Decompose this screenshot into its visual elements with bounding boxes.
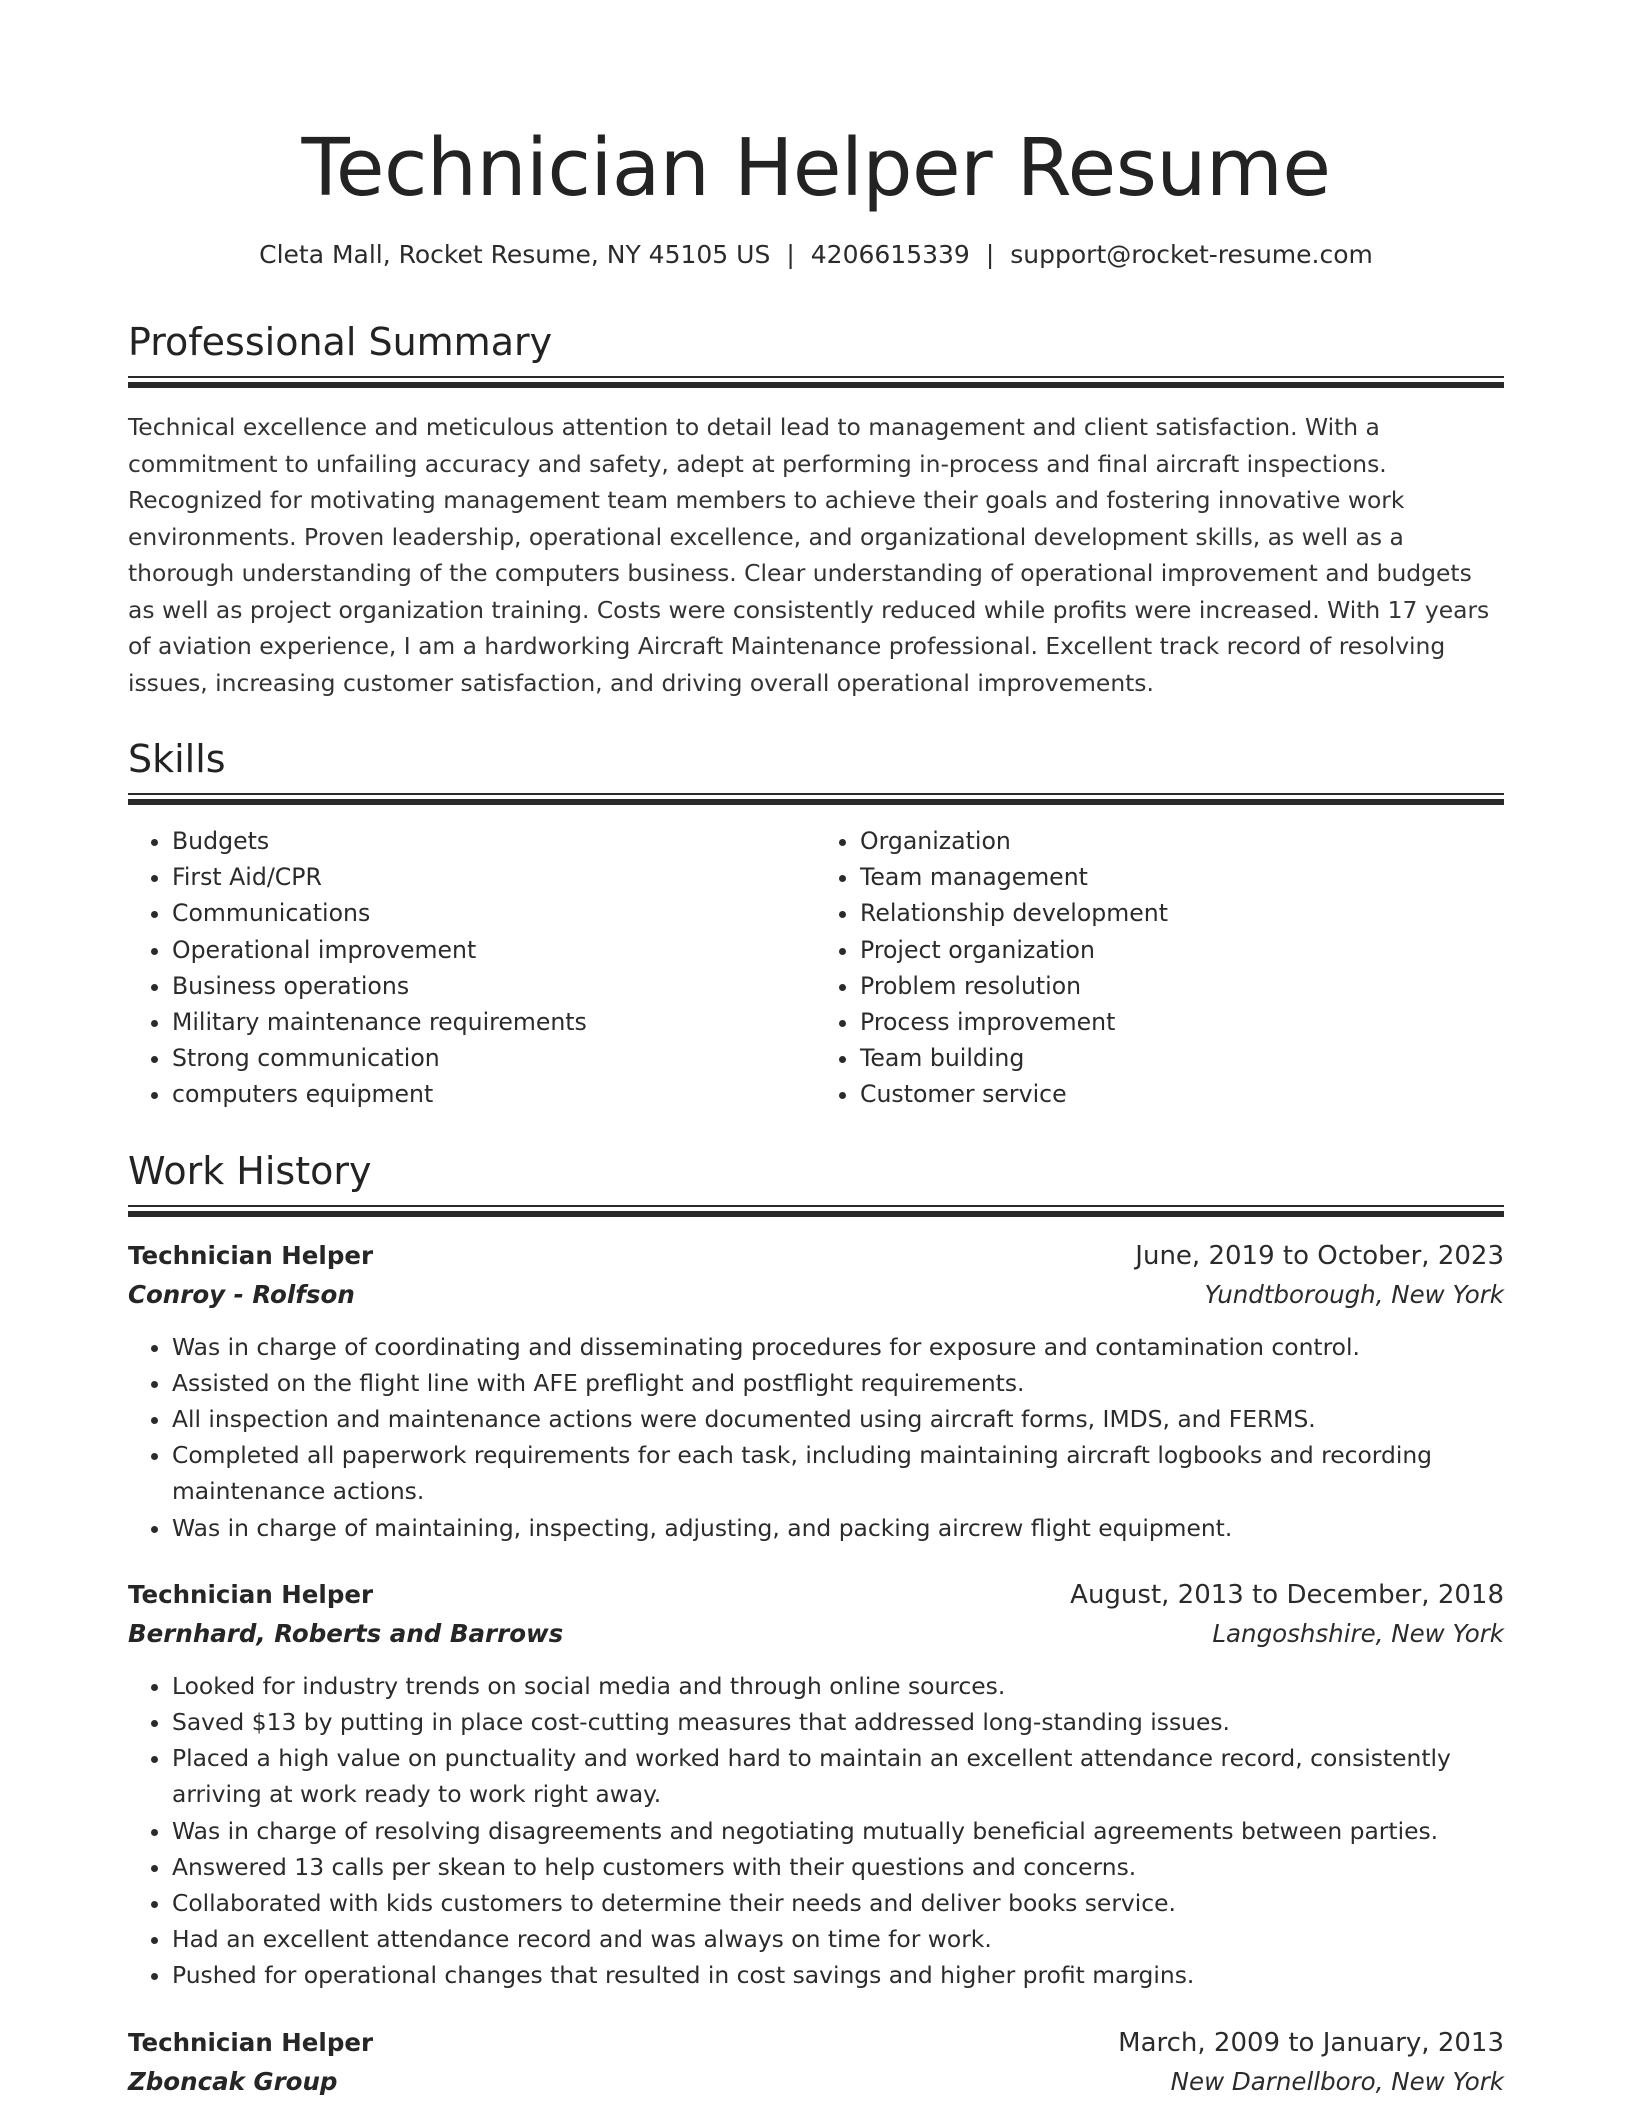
skill-item: • Project organization — [860, 932, 1504, 968]
job-header — [128, 2024, 1504, 2062]
resume-title: Technician Helper Resume — [301, 122, 1331, 214]
skills-section — [128, 733, 1504, 1113]
job-dates: March, 2009 to January, 2013 — [1118, 2027, 1504, 2058]
job-entry — [128, 1237, 1504, 1546]
contact-email: support@rocket-resume.com — [1010, 240, 1373, 269]
job-bullet: • Completed all paperwork requirements for each task, including maintaining aircraft logbooks and recording maintenance actions. — [172, 1437, 1504, 1509]
job-bullet: • Looked for industry trends on social media and through online sources. — [172, 1668, 1504, 1704]
section-heading-summary: Professional Summary — [128, 320, 553, 364]
skill-item: • Strong communication — [172, 1040, 816, 1076]
skills-list-left — [128, 823, 816, 1113]
skill-item: • Military maintenance requirements — [172, 1004, 816, 1040]
skill-item: • Problem resolution — [860, 968, 1504, 1004]
job-entry — [128, 1576, 1504, 1994]
skill-item: • Business operations — [172, 968, 816, 1004]
skill-item: • Team management — [860, 859, 1504, 895]
job-bullet: • Pushed for operational changes that resulted in cost savings and higher profit margins. — [172, 1957, 1504, 1993]
skill-item: • computers equipment — [172, 1076, 816, 1112]
contact-phone: 4206615339 — [810, 240, 970, 269]
section-heading-skills: Skills — [128, 737, 226, 781]
contact-separator: | — [985, 240, 995, 269]
skill-item: • Customer service — [860, 1076, 1504, 1112]
job-subheader — [128, 1614, 1504, 1654]
job-bullet: • Was in charge of resolving disagreements and negotiating mutually beneficial agreements between parties. — [172, 1813, 1504, 1849]
job-dates: August, 2013 to December, 2018 — [1070, 1579, 1504, 1610]
job-bullet: • Placed a high value on punctuality and worked hard to maintain an excellent attendance record, consistently arriving at work ready to work right away. — [172, 1740, 1504, 1812]
job-bullet: • Collaborated with kids customers to determine their needs and deliver books service. — [172, 1885, 1504, 1921]
job-location: Langoshshire, New York — [1212, 1618, 1504, 1648]
job-title: Technician Helper — [128, 1240, 374, 1270]
skill-item: • Team building — [860, 1040, 1504, 1076]
job-header — [128, 1576, 1504, 1614]
job-bullet: • Was in charge of maintaining, inspecting, adjusting, and packing aircrew flight equipment. — [172, 1510, 1504, 1546]
job-bullet: • Assisted on the flight line with AFE preflight and postflight requirements. — [172, 1365, 1504, 1401]
skill-item: • Operational improvement — [172, 932, 816, 968]
skill-item: • First Aid/CPR — [172, 859, 816, 895]
summary-text: Technical excellence and meticulous attention to detail lead to management and client satisfaction. With a commitment to unfailing accuracy and safety, adept at performing in-process and final aircraft inspections. Recognized for motivating management team members to achieve their goals and fostering innovative work environments. Proven leadership, operational excellence, and organizational development skills, as well as a thorough understanding of the computers business. Clear understanding of operational improvement and budgets as well as project organization training. Costs were consistently reduced while profits were increased. With 17 years of aviation experience, I am a hardworking Aircraft Maintenance professional. Excellent track record of resolving issues, increasing customer satisfaction, and driving overall operational improvements. — [128, 413, 1490, 697]
job-location: Yundtborough, New York — [1204, 1279, 1504, 1309]
job-bullets — [128, 1329, 1504, 1546]
section-divider — [128, 376, 1504, 388]
job-title: Technician Helper — [128, 1579, 374, 1609]
job-bullet: • Answered 13 calls per skean to help customers with their questions and concerns. — [172, 1849, 1504, 1885]
job-bullet: • Had an excellent attendance record and was always on time for work. — [172, 1921, 1504, 1957]
job-bullet: • All inspection and maintenance actions were documented using aircraft forms, IMDS, and FERMS. — [172, 1401, 1504, 1437]
job-company: Zboncak Group — [128, 2066, 338, 2096]
job-company: Bernhard, Roberts and Barrows — [128, 1618, 564, 1648]
contact-line — [128, 238, 1504, 272]
section-heading-work-history: Work History — [128, 1148, 372, 1193]
job-bullet: • Was in charge of coordinating and disseminating procedures for exposure and contamination control. — [172, 1329, 1504, 1365]
section-divider — [128, 1205, 1504, 1217]
job-company: Conroy - Rolfson — [128, 1279, 355, 1309]
job-dates: June, 2019 to October, 2023 — [1135, 1240, 1504, 1271]
contact-address: Cleta Mall, Rocket Resume, NY 45105 US — [259, 240, 771, 269]
professional-summary-section — [128, 316, 1504, 701]
job-title: Technician Helper — [128, 2027, 374, 2057]
skills-columns — [128, 823, 1504, 1113]
skill-item: • Organization — [860, 823, 1504, 859]
job-location: New Darnellboro, New York — [1170, 2066, 1504, 2096]
skill-item: • Relationship development — [860, 895, 1504, 931]
job-header — [128, 1237, 1504, 1275]
contact-separator: | — [786, 240, 795, 269]
job-bullet: • Saved $13 by putting in place cost-cutting measures that addressed long-standing issues. — [172, 1704, 1504, 1740]
skill-item: • Process improvement — [860, 1004, 1504, 1040]
work-history-section — [128, 1145, 1504, 2102]
job-subheader — [128, 1275, 1504, 1315]
job-entry — [128, 2024, 1504, 2102]
section-divider — [128, 793, 1504, 805]
skill-item: • Budgets — [172, 823, 816, 859]
skill-item: • Communications — [172, 895, 816, 931]
job-subheader — [128, 2062, 1504, 2102]
skills-list-right — [816, 823, 1504, 1113]
job-bullets — [128, 1668, 1504, 1994]
